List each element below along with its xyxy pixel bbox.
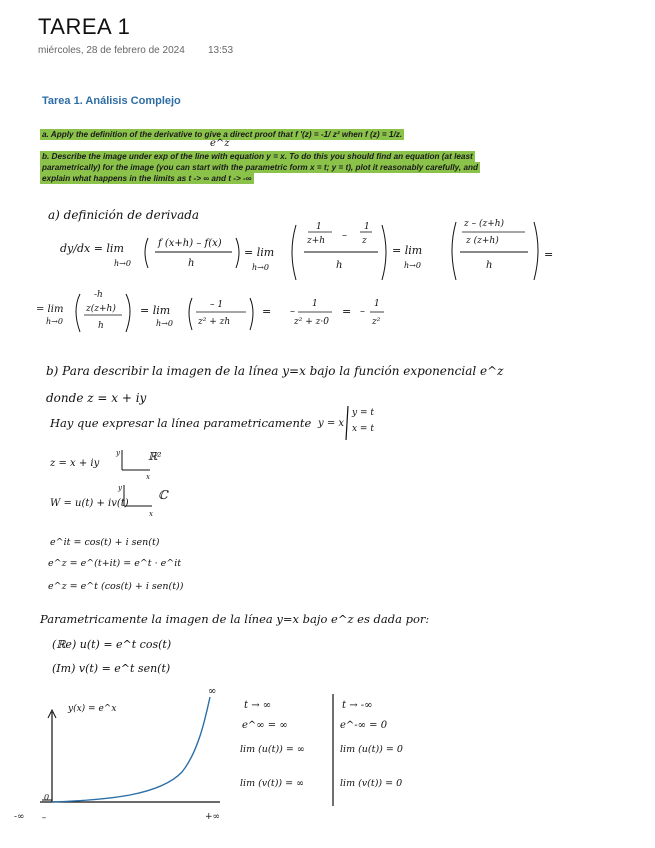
svg-text:y: y <box>118 484 122 492</box>
neg-inf-v: lim (v(t)) = 0 <box>340 778 403 789</box>
neg-inf-u: lim (u(t)) = 0 <box>340 744 403 755</box>
param-y: y = t <box>352 408 374 418</box>
svg-text:z – (z+h): z – (z+h) <box>464 219 505 229</box>
pos-inf-v: lim (v(t)) = ∞ <box>240 778 305 789</box>
z-equation: z = x + iy <box>50 458 100 469</box>
real-part: (ℝe) u(t) = e^t cos(t) <box>52 638 172 651</box>
svg-text:= lim: = lim <box>140 304 171 317</box>
page-time: 13:53 <box>208 45 234 56</box>
svg-text:1: 1 <box>312 299 318 309</box>
svg-text:= lim: = lim <box>244 246 275 259</box>
svg-text:–: – <box>42 813 46 822</box>
svg-text:z² + z·0: z² + z·0 <box>294 317 329 327</box>
svg-text:-h: -h <box>94 290 103 300</box>
axis-minus-inf: -∞ <box>14 812 25 822</box>
svg-text:dy/dx = lim: dy/dx = lim <box>60 242 124 255</box>
svg-text:1: 1 <box>374 299 380 309</box>
svg-text:–: – <box>360 306 365 317</box>
svg-text:h: h <box>486 260 493 271</box>
pos-inf-t: t → ∞ <box>244 700 272 711</box>
svg-text:z² + zh: z² + zh <box>198 317 231 327</box>
svg-text:z²: z² <box>372 317 381 327</box>
part-b-param-text: Hay que expresar la línea parametricamente <box>50 416 312 430</box>
question-a: a. Apply the definition of the derivative to give a direct proof that f '(z) = -1/ z² when f (z) = 1/z. <box>42 130 403 139</box>
axis-top-inf: ∞ <box>208 686 217 697</box>
svg-text:h: h <box>98 321 104 331</box>
pos-inf-u: lim (u(t)) = ∞ <box>240 744 305 755</box>
exp-split: e^z = e^(t+it) = e^t · e^it <box>48 558 182 569</box>
question-b-line1: b. Describe the image under exp of the line with equation y = x. To do this you should find an equation (at least <box>42 152 473 161</box>
param-image-text: Parametricamente la imagen de la línea y=x bajo e^z es dada por: <box>40 612 430 626</box>
svg-text:h→0: h→0 <box>404 261 421 270</box>
svg-text:– 1: – 1 <box>210 300 224 310</box>
y-eq-x: y = x <box>318 418 345 429</box>
euler-identity: e^it = cos(t) + i sen(t) <box>50 537 160 548</box>
svg-text:h→0: h→0 <box>46 317 63 326</box>
axis-plus-inf: +∞ <box>205 812 221 822</box>
r2-label: ℝ² <box>148 450 162 463</box>
svg-text:=: = <box>262 305 272 318</box>
svg-text:x: x <box>146 473 150 481</box>
page-title: TAREA 1 <box>38 14 131 39</box>
svg-text:=: = <box>342 305 352 318</box>
page-date: miércoles, 28 de febrero de 2024 <box>38 45 185 56</box>
svg-text:= lim: = lim <box>392 244 423 257</box>
svg-text:–: – <box>342 230 347 241</box>
svg-text:h: h <box>336 260 343 271</box>
svg-text:f (x+h) – f(x): f (x+h) – f(x) <box>158 238 222 249</box>
part-b-where: donde z = x + iy <box>46 391 147 405</box>
svg-text:z(z+h): z(z+h) <box>86 304 116 314</box>
c-label: ℂ <box>158 488 168 502</box>
pos-inf-exp: e^∞ = ∞ <box>242 720 288 731</box>
neg-inf-t: t → -∞ <box>342 700 373 711</box>
w-equation: W = u(t) + iv(t) <box>50 498 129 509</box>
svg-text:x: x <box>149 510 153 518</box>
svg-text:y: y <box>116 449 120 457</box>
svg-text:z: z <box>362 236 367 246</box>
graph-label: y(x) = e^x <box>68 704 117 714</box>
part-b-intro: b) Para describir la imagen de la línea y=x bajo la función exponencial e^z <box>46 364 504 378</box>
question-b-line3: explain what happens in the limits as t -> ∞ and t -> -∞ <box>42 174 252 183</box>
exp-polar: e^z = e^t (cos(t) + i sen(t)) <box>48 581 184 592</box>
neg-inf-exp: e^-∞ = 0 <box>340 720 388 731</box>
svg-text:z (z+h): z (z+h) <box>466 236 499 246</box>
svg-text:–: – <box>290 306 295 317</box>
svg-text:h→0: h→0 <box>114 259 131 268</box>
section-heading: Tarea 1. Análisis Complejo <box>42 95 181 107</box>
svg-text:= lim: = lim <box>36 304 64 315</box>
part-a-label: a) definición de derivada <box>48 208 200 222</box>
svg-text:1: 1 <box>364 222 370 232</box>
svg-text:1: 1 <box>316 222 322 232</box>
axis-zero: 0 <box>44 793 50 802</box>
svg-text:h: h <box>188 258 195 269</box>
svg-text:=: = <box>544 248 554 261</box>
imag-part: (Im) v(t) = e^t sen(t) <box>52 662 171 675</box>
param-x: x = t <box>352 424 374 434</box>
svg-text:h→0: h→0 <box>252 263 269 272</box>
svg-text:h→0: h→0 <box>156 319 173 328</box>
question-b-line2: parametrically) for the image (you can start with the parametric form x = t; y = t), plot it reasonably carefully, and <box>42 163 479 172</box>
svg-text:z+h: z+h <box>307 236 326 246</box>
exp-annotation: e^z <box>210 138 230 149</box>
